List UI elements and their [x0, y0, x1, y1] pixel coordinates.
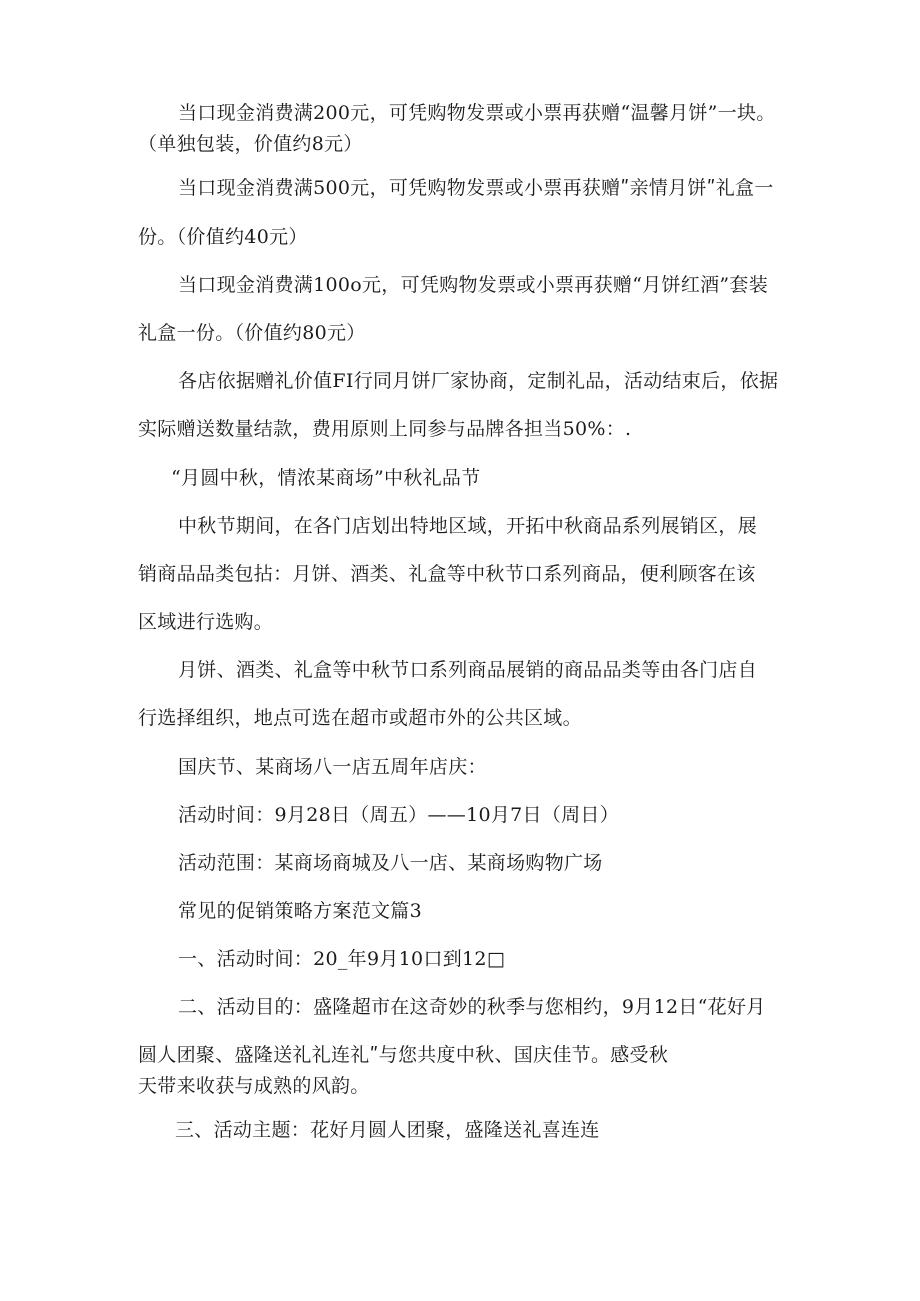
paragraph-line-13: 月饼、酒类、礼盒等中秋节口系列商品展销的商品品类等由各门店自 [178, 659, 758, 681]
paragraph-line-2: （单独包装，价值约8元） [138, 133, 363, 155]
paragraph-line-5: 当口现金消费满100o元，可凭购物发票或小票再获赠“月饼红酒”套装 [178, 274, 769, 296]
article-heading: 常见的促销策略方案范文篇3 [178, 900, 422, 922]
activity-scope-line: 活动范围：某商场商城及八一店、某商场购物广场 [178, 852, 603, 874]
paragraph-line-12: 区域进行选购。 [138, 611, 274, 633]
paragraph-line-11: 销商品品类包拈：月饼、酒类、礼盒等中秋节口系列商品，便利顾客在该 [138, 563, 756, 585]
section-title-national-day: 国庆节、某商场八一店五周年店庆： [178, 756, 487, 778]
activity-time-line: 活动时间：9月28日（周五）——10月7日（周日） [178, 804, 620, 826]
item-two-purpose: 二、活动目的：盛隆超市在这奇妙的秋季与您相约，9月12日“花好月 [178, 996, 766, 1018]
paragraph-line-6: 礼盒一份。（价值约80元） [138, 322, 366, 344]
paragraph-line-1: 当口现金消费满200元，可凭购物发票或小票再获赠“温馨月饼”一块。 [178, 102, 776, 124]
item-three-theme: 三、活动主题：花好月圆人团聚，盛隆送礼喜连连 [175, 1119, 600, 1141]
paragraph-line-8: 实际赠送数量结款，费用原则上同参与品牌各担当50%：. [138, 418, 632, 440]
item-two-continued-2: 天带来收获与成熟的风韵。 [138, 1075, 370, 1097]
item-two-continued: 圆人团聚、盛隆送礼礼连礼ʺ与您共度中秋、国庆佳节。感受秋 [138, 1044, 669, 1066]
section-title-mid-autumn: “月圆中秋，情浓某商场”中秋礼品节 [171, 467, 481, 489]
item-one-time: 一、活动时间：20_年9月10口到12□ [178, 948, 506, 970]
paragraph-line-7: 各店依据赠礼价值FI行同月饼厂家协商，定制礼品，活动结束后，依据 [178, 370, 779, 392]
paragraph-line-14: 行选择组织，地点可选在超市或超市外的公共区域。 [138, 707, 582, 729]
paragraph-line-10: 中秋节期间，在各门店划出特地区域，开拓中秋商品系列展销区，展 [178, 515, 758, 537]
paragraph-line-3: 当口现金消费满500元，可凭购物发票或小票再获赠ʺ亲情月饼ʺ礼盒一 [178, 177, 774, 199]
paragraph-line-4: 份。（价值约40元） [138, 226, 308, 248]
